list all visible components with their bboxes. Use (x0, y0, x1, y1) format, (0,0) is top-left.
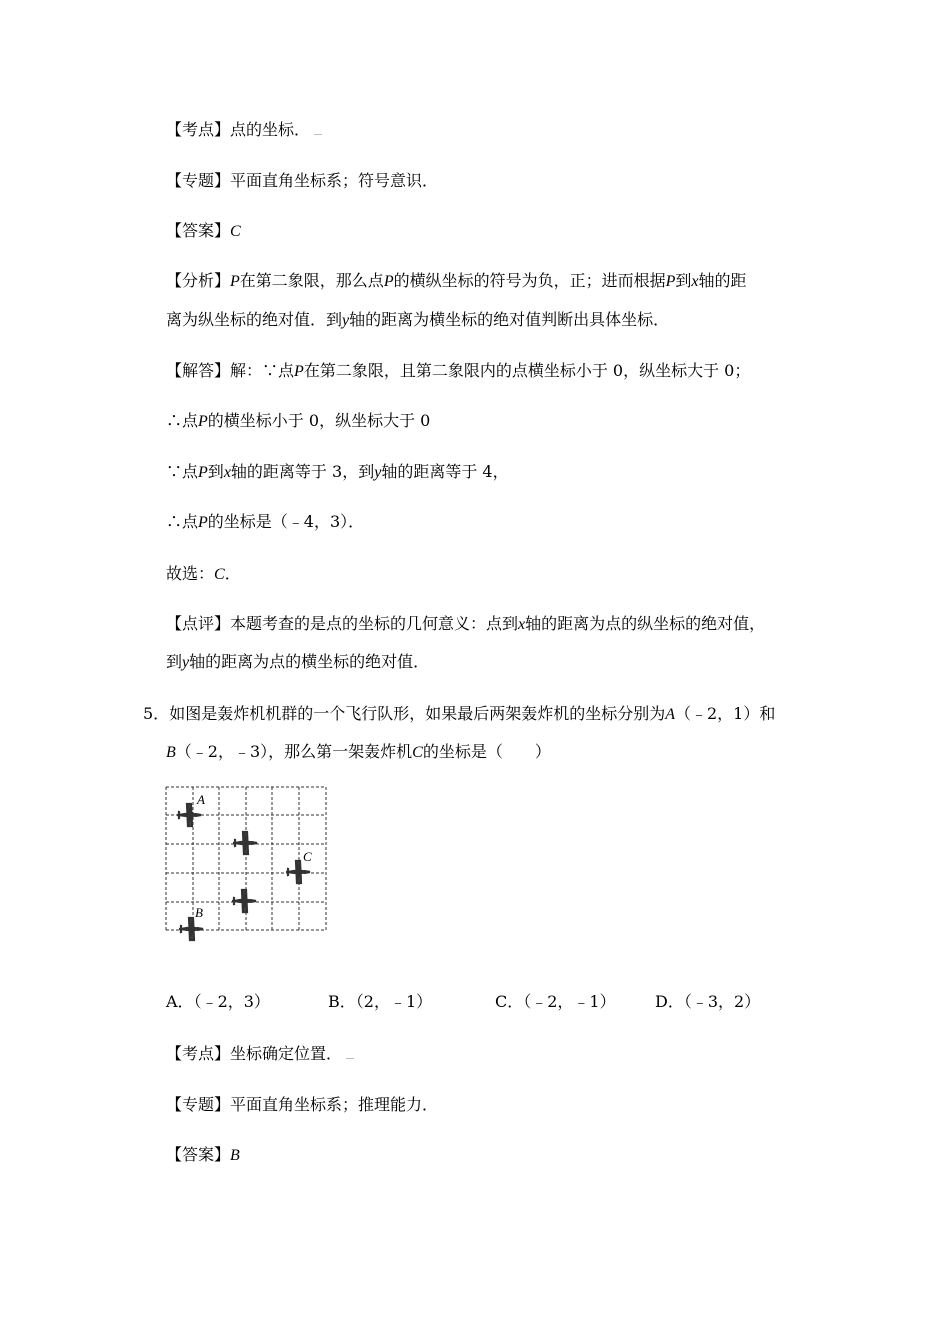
zhuanti-text: 平面直角坐标系；推理能力． (230, 1095, 439, 1114)
daan-value: C (230, 223, 241, 240)
var-y: y (182, 654, 190, 671)
var-b: B (166, 744, 176, 761)
text-run: ∴点 (166, 512, 199, 531)
option-value: （﹣2，3） (193, 992, 270, 1011)
plane-icon (233, 832, 257, 854)
text-run: 的横坐标小于 0，纵坐标大于 0 (207, 411, 431, 430)
dianping-line-2 (166, 652, 429, 673)
plane-a-icon (177, 804, 201, 826)
option-letter: C． (495, 992, 524, 1011)
daan-label: 【答案】 (166, 221, 231, 240)
daan-label: 【答案】 (166, 1145, 231, 1164)
kaodian-text: 坐标确定位置． (230, 1044, 343, 1063)
var-p: P (198, 464, 208, 481)
kaodian-label: 【考点】 (166, 1044, 231, 1063)
question-number: 5． (143, 704, 170, 723)
text-run: 的横纵坐标的符号为负，正；进而根据 (393, 271, 666, 290)
zhuanti-label: 【专题】 (166, 1095, 231, 1114)
tag-mark (314, 124, 322, 135)
text-run: 本题考查的是点的坐标的几何意义：点到 (230, 614, 519, 633)
var-p: P (198, 514, 208, 531)
option-letter: A． (166, 992, 194, 1011)
text-run: 的坐标是（ ） (422, 742, 551, 761)
text-run: （﹣2，﹣3），那么第一架轰炸机 (175, 742, 413, 761)
var-p: P (198, 413, 208, 430)
text-run: ． (224, 564, 241, 583)
var-x: x (691, 273, 699, 290)
fenxi-label: 【分析】 (166, 271, 231, 290)
label-a: A (197, 792, 205, 807)
text-run: 到 (675, 271, 692, 290)
text-run: 轴的距离为点的横坐标的绝对值． (189, 652, 430, 671)
var-p: P (665, 273, 676, 290)
text-run: 轴的距离等于 3，到 (230, 462, 375, 481)
var-x: x (223, 464, 231, 481)
var-p: P (294, 363, 304, 380)
label-b: B (195, 905, 203, 920)
question-5-line-1 (143, 704, 775, 725)
var-y: y (342, 312, 350, 329)
fenxi-line-1 (166, 271, 747, 292)
zhuanti-line-2 (166, 1095, 438, 1115)
text-run: 轴的距 (698, 271, 747, 290)
plane-c-icon (286, 861, 310, 883)
text-run: 在第二象限，那么点 (239, 271, 384, 290)
text-run: ∴点 (166, 411, 199, 430)
option-c[interactable] (495, 992, 616, 1012)
text-run: 轴的距离等于 4， (381, 462, 509, 481)
kaodian-line (166, 120, 322, 140)
var-p: P (230, 273, 240, 290)
fenxi-line-2 (166, 310, 669, 331)
tag-mark (346, 1048, 354, 1059)
daan-line-2 (166, 1145, 240, 1166)
option-letter: D． (655, 992, 684, 1011)
text-run: 在第二象限，且第二象限内的点横坐标小于 0，纵坐标大于 0； (303, 361, 751, 380)
text-run: 到 (166, 652, 183, 671)
plane-b-icon (179, 918, 203, 940)
text-run: 如图是轰炸机机群的一个飞行队形，如果最后两架轰炸机的坐标分别为 (169, 704, 666, 723)
var-y: y (374, 464, 382, 481)
dianping-line-1 (166, 614, 765, 635)
text-run: 轴的距离为点的纵坐标的绝对值， (525, 614, 766, 633)
plane-icon (232, 890, 256, 912)
option-value: （2，﹣1） (355, 992, 433, 1011)
var-a: A (665, 706, 675, 723)
jieda-line-3 (166, 462, 509, 483)
var-p: P (383, 273, 394, 290)
var-c: C (412, 744, 423, 761)
label-c: C (303, 849, 312, 864)
kaodian-text: 点的坐标． (230, 120, 311, 139)
question-5-line-2 (166, 742, 551, 763)
jieda-line-4 (166, 512, 364, 533)
option-d[interactable] (655, 992, 760, 1012)
grid-svg (165, 786, 335, 946)
text-run: 离为纵坐标的绝对值．到 (166, 310, 343, 329)
kaodian-line-2 (166, 1044, 354, 1064)
zhuanti-text: 平面直角坐标系；符号意识． (230, 171, 439, 190)
jieda-line-1 (166, 361, 750, 382)
daan-value: B (230, 1147, 240, 1164)
dianping-label: 【点评】 (166, 614, 231, 633)
option-a[interactable] (166, 992, 270, 1012)
text-run: 解：∵点 (230, 361, 295, 380)
option-b[interactable] (328, 992, 432, 1012)
text-run: 的坐标是（﹣4，3）． (207, 512, 365, 531)
option-value: （﹣2，﹣1） (523, 992, 616, 1011)
option-letter: B． (328, 992, 356, 1011)
zhuanti-label: 【专题】 (166, 171, 231, 190)
var-x: x (518, 616, 526, 633)
kaodian-label: 【考点】 (166, 120, 231, 139)
jieda-line-5 (166, 564, 241, 585)
jieda-label: 【解答】 (166, 361, 231, 380)
var-c: C (214, 566, 225, 583)
text-run: 到 (207, 462, 224, 481)
jieda-line-2 (166, 411, 430, 432)
option-value: （﹣3，2） (683, 992, 761, 1011)
daan-line (166, 221, 241, 242)
text-run: ∵点 (166, 462, 199, 481)
text-run: （﹣2，1）和 (674, 704, 776, 723)
text-run: 故选： (166, 564, 215, 583)
zhuanti-line (166, 171, 438, 191)
formation-figure (165, 786, 335, 950)
text-run: 轴的距离为横坐标的绝对值判断出具体坐标． (349, 310, 670, 329)
